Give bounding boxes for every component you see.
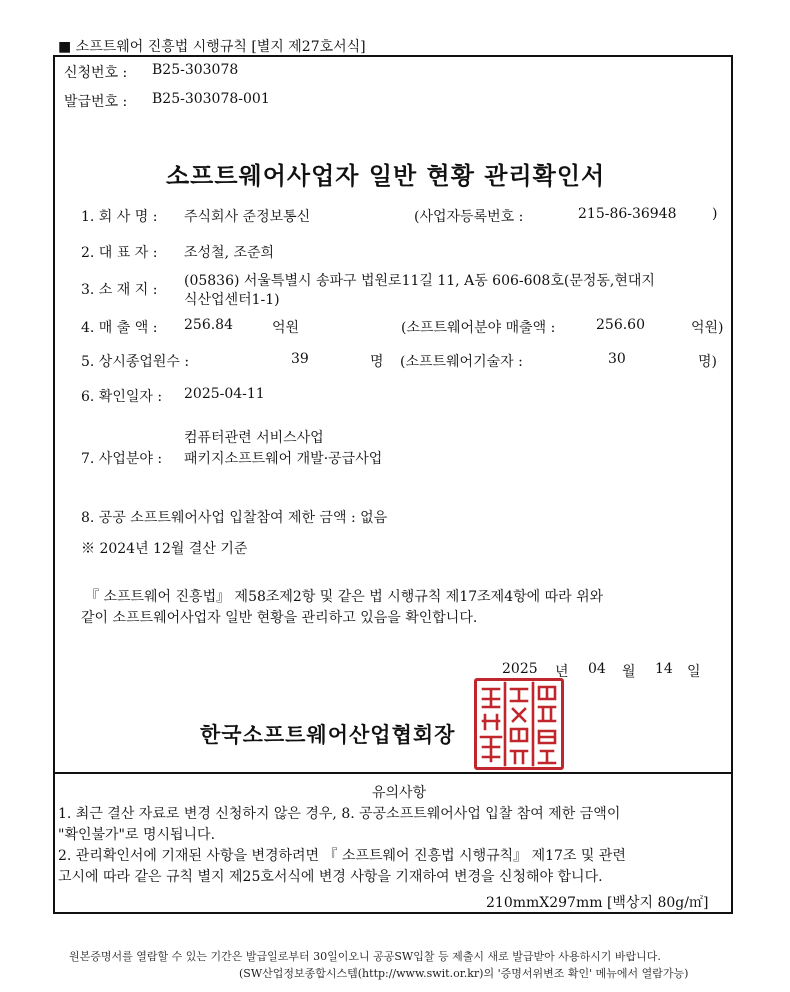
notes-heading: 유의사항 xyxy=(372,785,427,801)
business-reg-number: 215-86-36948 xyxy=(578,206,677,222)
business-area-line1: 컴퓨터관련 서비스사업 xyxy=(184,430,324,446)
application-no-label: 신청번호 : xyxy=(64,65,128,81)
sales-label: 4. 매 출 액 : xyxy=(81,320,158,336)
date-month: 04 xyxy=(588,661,606,677)
date-year-unit: 년 xyxy=(555,664,569,680)
document-title: 소프트웨어사업자 일반 현황 관리확인서 xyxy=(166,161,606,190)
employees-label: 5. 상시종업원수 : xyxy=(81,354,190,370)
sw-sales-unit: 억원) xyxy=(691,320,724,336)
sales-value: 256.84 xyxy=(184,317,233,333)
business-reg-label: (사업자등록번호 : xyxy=(414,209,524,225)
statement-line2: 같이 소프트웨어사업자 일반 현황을 관리하고 있음을 확인합니다. xyxy=(81,610,478,626)
date-day: 14 xyxy=(655,661,673,677)
bid-limit: 8. 공공 소프트웨어사업 입찰참여 제한 금액 : 없음 xyxy=(81,510,388,526)
sw-engineers-unit: 명) xyxy=(698,354,717,370)
form-label: ■ 소프트웨어 진흥법 시행규칙 [별지 제27호서식] xyxy=(58,39,366,55)
application-no-value: B25-303078 xyxy=(152,62,239,78)
sw-engineers-value: 30 xyxy=(608,351,626,367)
seal-glyph-pattern xyxy=(477,681,561,767)
address-line1: (05836) 서울특별시 송파구 법원로11길 11, A동 606-608호(문정동,현대지 xyxy=(184,273,655,289)
confirm-date-label: 6. 확인일자 : xyxy=(81,389,163,405)
date-day-unit: 일 xyxy=(687,664,701,680)
confirm-date-value: 2025-04-11 xyxy=(184,386,265,402)
business-area-line2: 패키지소프트웨어 개발·공급사업 xyxy=(184,451,383,467)
business-reg-close: ) xyxy=(712,206,718,222)
sales-unit: 억원 xyxy=(272,320,300,336)
sw-engineers-label: (소프트웨어기술자 : xyxy=(400,354,523,370)
company-name: 주식회사 준정보통신 xyxy=(184,209,311,225)
sw-sales-label: (소프트웨어분야 매출액 : xyxy=(401,320,556,336)
statement-line1: 『 소프트웨어 진흥법』 제58조제2항 및 같은 법 시행규칙 제17조제4항에 따라 위와 xyxy=(85,589,604,605)
settlement-basis: ※ 2024년 12월 결산 기준 xyxy=(81,541,248,557)
official-seal xyxy=(474,678,564,770)
footer-line1: 원본증명서를 열람할 수 있는 기간은 발급일로부터 30일이오니 공공SW입찰 등 제출시 새로 발급받아 사용하시기 바랍니다. xyxy=(69,950,661,963)
notes-line3: 2. 관리확인서에 기재된 사항을 변경하려면 『 소프트웨어 진흥법 시행규칙』 제17조 및 관련 xyxy=(58,848,626,864)
footer-line2: (SW산업정보종합시스템(http://www.swit.or.kr)의 '증명서위변조 확인' 메뉴에서 열람가능) xyxy=(239,967,689,980)
sw-sales-value: 256.60 xyxy=(596,317,645,333)
address-label: 3. 소 재 지 : xyxy=(81,282,158,298)
issue-no-value: B25-303078-001 xyxy=(152,91,270,107)
notes-line1: 1. 최근 결산 자료로 변경 신청하지 않은 경우, 8. 공공소프트웨어사업 입찰 참여 제한 금액이 xyxy=(58,806,621,822)
notes-line4: 고시에 따라 같은 규칙 별지 제25호서식에 변경 사항을 기재하여 변경을 신청해야 합니다. xyxy=(58,869,603,885)
ceo-value: 조성철, 조준희 xyxy=(184,245,275,261)
issuing-organization: 한국소프트웨어산업협회장 xyxy=(200,722,456,747)
business-area-label: 7. 사업분야 : xyxy=(81,451,163,467)
date-month-unit: 월 xyxy=(622,664,636,680)
notes-line2: "확인불가"로 명시됩니다. xyxy=(58,827,216,843)
address-line2: 식산업센터1-1) xyxy=(184,292,280,308)
employees-unit: 명 xyxy=(370,354,384,370)
ceo-label: 2. 대 표 자 : xyxy=(81,245,158,261)
company-label: 1. 회 사 명 : xyxy=(81,209,158,225)
employees-value: 39 xyxy=(291,351,309,367)
paper-spec: 210mmX297mm [백상지 80g/㎡] xyxy=(486,895,709,911)
date-year: 2025 xyxy=(502,661,538,677)
issue-no-label: 발급번호 : xyxy=(64,94,128,110)
